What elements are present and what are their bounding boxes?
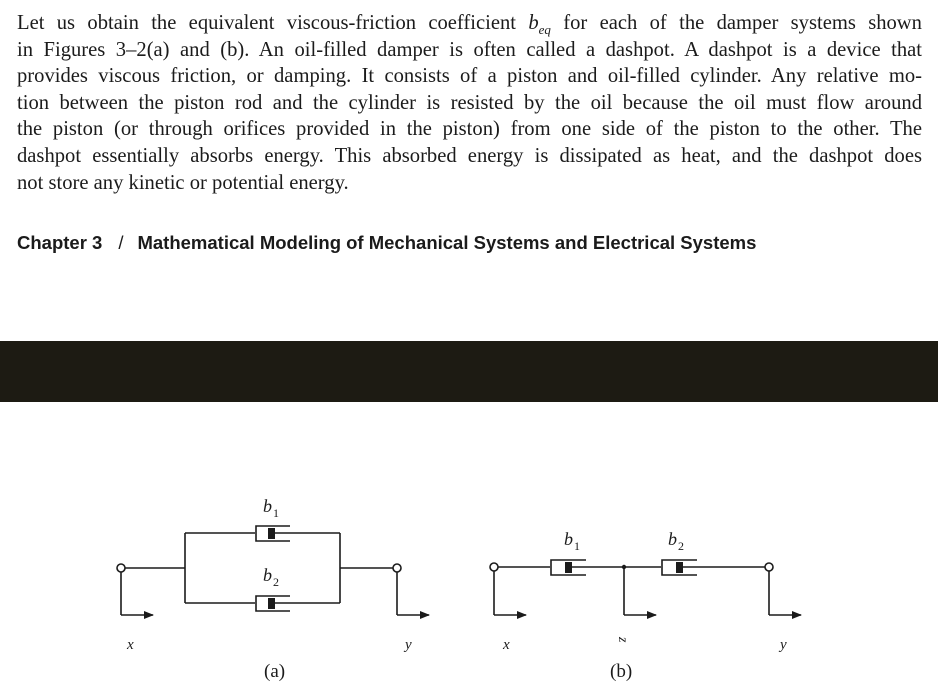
- damper-b2-label-b: b: [668, 529, 677, 549]
- damper-b1-subscript-a: 1: [273, 506, 279, 520]
- input-label-x-a: x: [127, 637, 134, 653]
- output-terminal-y-a: [393, 564, 429, 615]
- damper-b1-label-a: b: [263, 496, 272, 516]
- header-separator: /: [118, 232, 124, 253]
- output-label-y-b: y: [780, 637, 787, 653]
- damper-b1-label-b: b: [564, 529, 573, 549]
- damper-b1-b: [551, 560, 661, 575]
- chapter-number: Chapter 3: [17, 232, 103, 253]
- panel-b: [490, 560, 801, 615]
- dark-band: [0, 341, 938, 402]
- paragraph-line: dashpot essentially absorbs energy. This absorbed energy is dissipated as heat, and the dashpot does: [17, 144, 922, 167]
- middle-node-z-b: [622, 565, 656, 615]
- paragraph-line: the piston (or through orifices provided in the piston) from one side of the piston to the other. The: [17, 118, 922, 141]
- body-paragraph: [17, 10, 922, 196]
- paragraph-line: provides viscous friction, or damping. It consists of a piston and oil-filled cylinder. Any relative mo-: [17, 65, 922, 88]
- paragraph-line: tion between the piston rod and the cylinder is resisted by the oil because the oil must flow around: [17, 91, 922, 114]
- running-header: [17, 232, 756, 254]
- input-terminal-x-a: [117, 564, 153, 615]
- input-terminal-x-b: [490, 563, 526, 615]
- beq-symbol: b: [528, 12, 539, 34]
- paragraph-line: Let us obtain the equivalent viscous-friction coefficient $b_{eq}$ for each of the damper systems shown: [17, 12, 922, 38]
- output-terminal-y-b: [765, 563, 801, 615]
- panel-a-labels: [126, 496, 412, 682]
- paragraph-line: in Figures 3–2(a) and (b). An oil-filled damper is often called a dashpot. A dashpot is a device that: [17, 38, 922, 61]
- caption-b: (b): [610, 661, 633, 682]
- input-label-x-b: x: [503, 637, 510, 653]
- paragraph-line: not store any kinetic or potential energy.: [17, 171, 349, 194]
- damper-b1-a: [256, 526, 340, 541]
- chapter-title: Mathematical Modeling of Mechanical Systems and Electrical Systems: [137, 232, 757, 253]
- output-label-y-a: y: [405, 637, 412, 653]
- damper-b2-a: [256, 596, 340, 611]
- damper-b2-subscript-b: 2: [678, 539, 684, 553]
- damper-b2-label-a: b: [263, 565, 272, 585]
- damper-b1-subscript-b: 1: [574, 539, 580, 553]
- panel-b-labels: [502, 529, 787, 682]
- caption-a: (a): [264, 661, 286, 682]
- damper-b2-b: [662, 560, 765, 575]
- damper-figure: [0, 402, 938, 698]
- beq-subscript: eq: [538, 22, 551, 38]
- panel-a: [117, 526, 429, 615]
- middle-label-z-b: z: [615, 637, 630, 643]
- damper-b2-subscript-a: 2: [273, 575, 279, 589]
